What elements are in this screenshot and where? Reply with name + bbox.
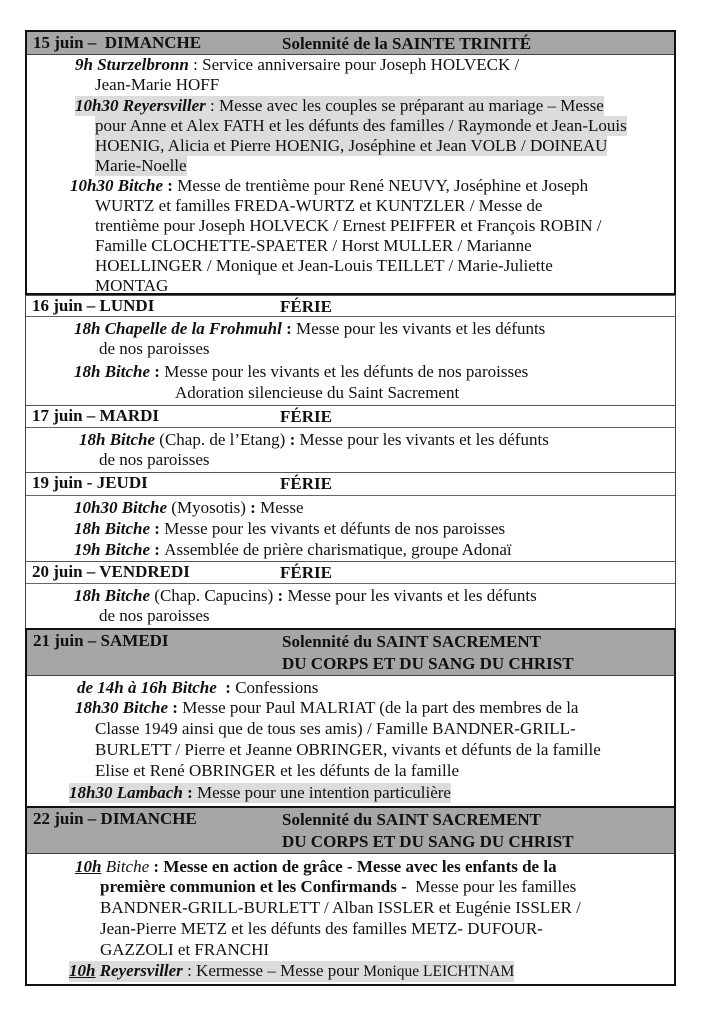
entry-time: 18h Bitche [74,586,151,605]
entry-text: Messe avec les couples se préparant au mariage – Messe [219,96,604,115]
feast-line: Solennité du SAINT SACREMENT [282,810,542,829]
entry-text: première communion et les Confirmands - [100,877,412,896]
day-feast: FÉRIE [280,474,332,493]
day-block-22-juin [25,806,676,986]
entry-time: 18h Bitche [74,519,151,538]
day-feast [282,809,574,853]
entry-line [100,877,576,897]
day-header [26,296,675,317]
entry-text: Assemblée de prière charismatique, groupe Adonaï [164,540,512,559]
entry-time: 10h [75,857,102,876]
entry-line: Jean-Marie HOFF [95,75,220,94]
day-header [27,630,674,676]
entry-place: (Myosotis) [167,498,246,517]
entry-line [69,961,514,982]
entry-text: Messe pour une intention particulière [196,783,451,802]
day-header [26,406,675,428]
day-block-15-juin [25,30,676,295]
entry-line [75,55,519,75]
entry-line: GAZZOLI et FRANCHI [100,940,270,959]
entry-line: Adoration silencieuse du Saint Sacrement [175,383,460,402]
entry-line: pour Anne et Alex FATH et les défunts des familles / Raymonde et Jean-Louis [95,116,627,135]
entry-time: 18h30 Bitche [75,698,169,717]
day-block-19-juin [25,472,676,561]
entry-time: 18h Chapelle de la Frohmuhl [74,319,282,338]
entry-time: 18h30 Lambach [69,783,183,802]
entry-line [75,857,557,877]
entry-line [74,519,505,539]
entry-text: Messe pour les familles [411,877,577,896]
day-date: 16 juin – LUNDI [32,296,155,315]
day-block-21-juin [25,628,676,808]
entry-sep: : [150,540,165,559]
day-date: 15 juin – DIMANCHE [33,33,202,52]
day-feast: FÉRIE [280,407,332,426]
entry-text: Messe en action de grâce - Messe avec les enfants de la [163,857,557,876]
entry-time: 18h Bitche [79,430,156,449]
entry-sep: : [168,698,183,717]
day-header [26,473,675,496]
day-feast: FÉRIE [280,563,332,582]
day-header [26,562,675,584]
entry-text: Monique LEICHTNAM [363,963,515,980]
entry-sep: : [281,319,296,338]
day-feast: Solennité de la SAINTE TRINITÉ [282,34,532,53]
entry-sep: : [150,362,165,381]
entry-line [77,678,318,698]
entry-time: 10h30 Bitche [70,176,164,195]
entry-line: BANDNER-GRILL-BURLETT / Alban ISSLER et Eugénie ISSLER / [100,898,581,917]
entry-line [74,540,512,560]
entry-line [74,362,528,382]
entry-place: Bitche [101,857,150,876]
entry-line: de nos paroisses [99,450,210,469]
entry-sep: : [285,430,300,449]
feast-line: Solennité du SAINT SACREMENT [282,632,542,651]
entry-line: HOENIG, Alicia et Pierre HOENIG, Joséphine et Jean VOLB / DOINEAU [95,136,608,155]
day-header [27,808,674,854]
entry-line [75,96,604,116]
entry-time: 19h Bitche [74,540,151,559]
day-block-17-juin [25,405,676,472]
entry-text: Service anniversaire pour Joseph HOLVECK / [202,55,520,74]
entry-text: Messe pour les vivants et les défunts [299,430,549,449]
entry-line [69,783,451,803]
entry-line: de nos paroisses [99,339,210,358]
entry-line: Famille CLOCHETTE-SPAETER / Horst MULLER / Marianne [95,236,532,255]
entry-sep: : [245,498,261,517]
entry-time: 10h [69,961,96,980]
entry-sep: : [216,678,236,697]
day-header [27,32,674,55]
entry-text: Kermesse – Messe pour [196,961,364,980]
entry-time: 10h30 Bitche [74,498,168,517]
entry-text: Messe pour Paul MALRIAT (de la part des membres de la [182,698,579,717]
entry-text: Messe de trentième pour René NEUVY, Joséphine et Joseph [177,176,589,195]
day-block-16-juin [25,295,676,405]
entry-line: WURTZ et familles FREDA-WURTZ et KUNTZLER / Messe de [95,196,543,215]
entry-line: Elise et René OBRINGER et les défunts de la famille [95,761,459,780]
day-date: 20 juin – VENDREDI [32,562,190,581]
entry-sep: : [188,55,203,74]
entry-place: (Chap. de l’Etang) [155,430,286,449]
entry-line [79,430,549,450]
entry-time: 10h30 Reyersviller [75,96,206,115]
entry-line [75,698,578,718]
entry-text: Messe pour les vivants et les défunts [296,319,546,338]
day-date: 19 juin - JEUDI [32,473,148,492]
entry-text: Messe pour les vivants et les défunts de nos paroisses [164,362,529,381]
day-date: 17 juin – MARDI [32,406,160,425]
entry-place: (Chap. Capucins) [150,586,274,605]
day-date: 21 juin – SAMEDI [33,631,169,650]
day-feast: FÉRIE [280,297,332,316]
entry-line: HOELLINGER / Monique et Jean-Louis TEILLET / Marie-Juliette [95,256,553,275]
entry-line: MONTAG [95,276,169,295]
entry-line: de nos paroisses [99,606,210,625]
entry-sep: : [273,586,288,605]
entry-text: Messe pour les vivants et défunts de nos paroisses [164,519,506,538]
entry-line: Classe 1949 ainsi que de tous ses amis) / Famille BANDNER-GRILL- [95,719,576,738]
entry-line [74,319,545,339]
entry-sep: : [149,857,164,876]
entry-line [74,586,537,606]
day-feast [282,631,574,675]
entry-line: Marie-Noelle [95,156,187,175]
entry-text: Messe [260,498,304,517]
entry-sep: : [205,96,220,115]
entry-line [70,176,588,196]
entry-text: Messe pour les vivants et les défunts [287,586,537,605]
entry-time: 9h Sturzelbronn [75,55,189,74]
feast-line: DU CORPS ET DU SANG DU CHRIST [282,832,574,851]
entry-time: 18h Bitche [74,362,151,381]
feast-line: DU CORPS ET DU SANG DU CHRIST [282,654,574,673]
entry-time: de 14h à 16h Bitche [77,678,217,697]
entry-line: BURLETT / Pierre et Jeanne OBRINGER, vivants et défunts de la famille [95,740,601,759]
entry-sep: : [182,783,197,802]
entry-line: trentième pour Joseph HOLVECK / Ernest PEIFFER et François ROBIN / [95,216,602,235]
entry-sep: : [182,961,197,980]
day-date: 22 juin – DIMANCHE [33,809,197,828]
day-block-20-juin [25,561,676,629]
entry-place: Reyersviller [95,961,183,980]
entry-line: Jean-Pierre METZ et les défunts des familles METZ- DUFOUR- [100,919,543,938]
entry-sep: : [163,176,178,195]
entry-line [74,498,304,518]
entry-text: Confessions [235,678,319,697]
entry-sep: : [150,519,165,538]
